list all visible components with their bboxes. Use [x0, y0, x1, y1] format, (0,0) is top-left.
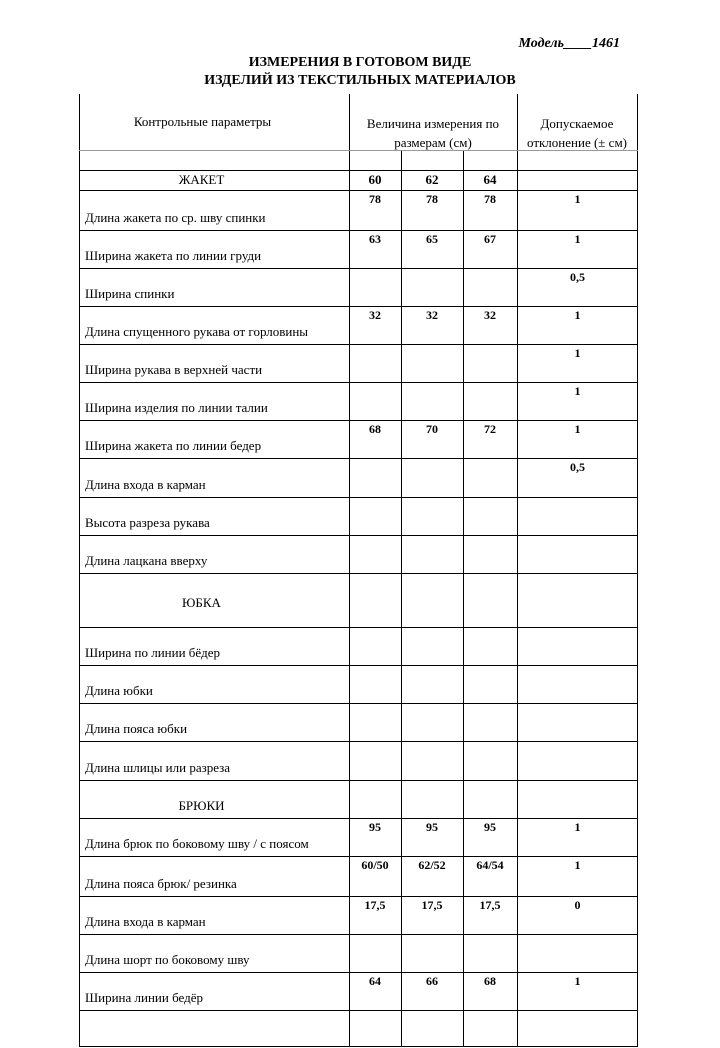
table-row-line [79, 1046, 638, 1047]
size-value: 95 [369, 820, 381, 834]
tolerance-value: 0,5 [570, 270, 585, 284]
header-parameters: Контрольные параметры [133, 114, 272, 129]
parameter-label: Длина спущенного рукава от горловины [85, 324, 309, 339]
size-value: 32 [484, 308, 496, 322]
table-row [79, 573, 638, 627]
table-row [79, 382, 638, 420]
table-row-line [79, 382, 638, 383]
header-tolerance: Допускаемое отклонение (± см) [526, 116, 627, 150]
size-value: 62/52 [418, 858, 446, 872]
table-row-line [79, 306, 638, 307]
parameter-label: Ширина жакета по линии бедер [85, 438, 262, 453]
table-row-line [79, 573, 638, 574]
table-header-line [79, 150, 638, 151]
size-value: 17,5 [479, 898, 501, 912]
tolerance-value: 1 [574, 308, 581, 322]
table-row-line [79, 934, 638, 935]
table-row-line [79, 497, 638, 498]
page-subtitle: ИЗДЕЛИЙ ИЗ ТЕКСТИЛЬНЫХ МАТЕРИАЛОВ [204, 73, 516, 88]
table-column-line [79, 94, 80, 1046]
table-row-line [79, 190, 638, 191]
table-row-line [79, 703, 638, 704]
table-row-line [79, 268, 638, 269]
parameter-label: Длина юбки [85, 683, 153, 698]
table-row-line [79, 896, 638, 897]
section-heading: БРЮКИ [178, 798, 225, 813]
parameter-label: Ширина спинки [85, 286, 175, 301]
table-row [79, 856, 638, 896]
size-value: 62 [425, 172, 439, 187]
parameter-label: Длина шорт по боковому шву [85, 952, 250, 967]
table-row [79, 972, 638, 1010]
header-size-values: Величина измерения по размерам (см) [366, 116, 500, 150]
size-value: 95 [484, 820, 496, 834]
size-value: 60 [368, 172, 382, 187]
table-row-line [79, 856, 638, 857]
parameter-label: Высота разреза рукава [85, 515, 210, 530]
table-row-line [79, 420, 638, 421]
size-value: 63 [369, 232, 381, 246]
size-value: 32 [369, 308, 381, 322]
tolerance-value: 0,5 [570, 460, 585, 474]
table-row-line [79, 1010, 638, 1011]
table-row [79, 170, 638, 190]
table-row-line [79, 780, 638, 781]
size-value: 60/50 [361, 858, 389, 872]
table-row [79, 420, 638, 458]
parameter-label: Длина брюк по боковому шву / с поясом [85, 836, 309, 851]
size-value: 95 [426, 820, 438, 834]
table-column-line [517, 94, 518, 1046]
table-row [79, 458, 638, 497]
tolerance-value: 1 [574, 422, 581, 436]
parameter-label: Длина шлицы или разреза [85, 760, 231, 775]
size-value: 17,5 [421, 898, 443, 912]
parameter-label: Ширина линии бедёр [85, 990, 203, 1005]
size-value: 70 [426, 422, 438, 436]
parameter-label: Длина лацкана вверху [85, 553, 208, 568]
table-row [79, 780, 638, 818]
size-value: 64/54 [476, 858, 504, 872]
table-row [79, 306, 638, 344]
size-value: 68 [484, 974, 496, 988]
tolerance-value: 1 [574, 820, 581, 834]
table-row-line [79, 665, 638, 666]
table-column-line [463, 150, 464, 1046]
table-row-line [79, 818, 638, 819]
parameter-label: Длина пояса юбки [85, 721, 188, 736]
parameter-label: Ширина жакета по линии груди [85, 248, 262, 263]
table-row-line [79, 535, 638, 536]
tolerance-value: 1 [574, 346, 581, 360]
table-row [79, 741, 638, 780]
table-row-line [79, 972, 638, 973]
table-row [79, 344, 638, 382]
table-row-line [79, 627, 638, 628]
table-row-line [79, 344, 638, 345]
tolerance-value: 1 [574, 974, 581, 988]
page-title: ИЗМЕРЕНИЯ В ГОТОВОМ ВИДЕ [248, 55, 472, 70]
table-row [79, 818, 638, 856]
tolerance-value: 1 [574, 192, 581, 206]
table-column-line [637, 94, 638, 1046]
parameter-label: Длина пояса брюк/ резинка [85, 876, 237, 891]
tolerance-value: 0 [574, 898, 581, 912]
size-value: 67 [484, 232, 496, 246]
table-column-line [349, 94, 350, 1046]
table-row-line [79, 458, 638, 459]
size-value: 32 [426, 308, 438, 322]
table-row [79, 190, 638, 230]
table-row [79, 703, 638, 741]
table-row [79, 230, 638, 268]
size-value: 78 [426, 192, 438, 206]
section-heading: ЮБКА [182, 595, 221, 610]
size-value: 64 [369, 974, 381, 988]
table-row [79, 934, 638, 972]
model-number: Модель____1461 [518, 36, 620, 51]
parameter-label: Ширина по линии бёдер [85, 645, 221, 660]
tolerance-value: 1 [574, 858, 581, 872]
table-row [79, 497, 638, 535]
parameter-label: Длина входа в карман [85, 477, 206, 492]
tolerance-value: 1 [574, 384, 581, 398]
parameter-label: Ширина рукава в верхней части [85, 362, 263, 377]
size-value: 64 [483, 172, 497, 187]
size-value: 72 [484, 422, 496, 436]
table-row [79, 896, 638, 934]
table-row [79, 627, 638, 665]
table-column-line [401, 150, 402, 1046]
table-row [79, 1010, 638, 1046]
size-value: 65 [426, 232, 438, 246]
size-value: 17,5 [364, 898, 386, 912]
table-row-line [79, 741, 638, 742]
table-row-line [79, 230, 638, 231]
parameter-label: Ширина изделия по линии талии [85, 400, 268, 415]
table-row [79, 665, 638, 703]
parameter-label: Длина жакета по ср. шву спинки [85, 210, 266, 225]
tolerance-value: 1 [574, 232, 581, 246]
table-row-line [79, 170, 638, 171]
section-heading: ЖАКЕТ [178, 172, 225, 187]
table-row [79, 268, 638, 306]
size-value: 68 [369, 422, 381, 436]
size-value: 78 [484, 192, 496, 206]
size-value: 66 [426, 974, 438, 988]
table-row [79, 535, 638, 573]
size-value: 78 [369, 192, 381, 206]
parameter-label: Длина входа в карман [85, 914, 206, 929]
